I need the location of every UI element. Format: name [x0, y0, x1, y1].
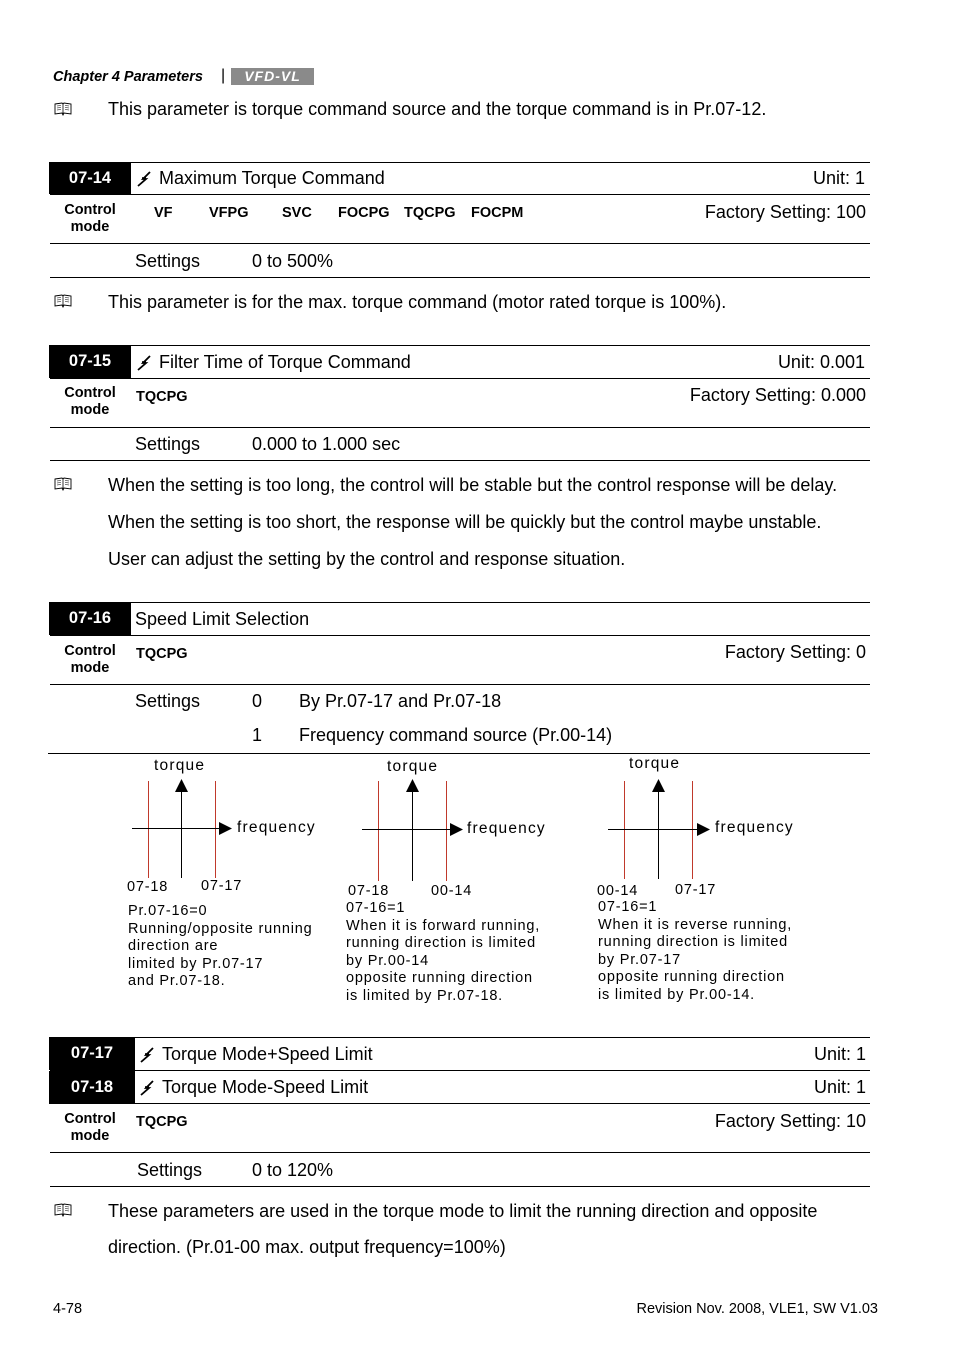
rule — [50, 1186, 870, 1187]
lightning-icon — [137, 355, 151, 371]
torque-label: torque — [154, 757, 206, 774]
book-icon — [54, 294, 72, 308]
factory-setting: Factory Setting: 10 — [714, 1111, 866, 1131]
diagram-caption: 07-16=1 When it is reverse running, running direction is limited by Pr.07-17 opposite running direction is limited by Pr.00-14. — [598, 899, 793, 1003]
up-arrow-icon — [652, 779, 665, 792]
option-text: Frequency command source (Pr.00-14) — [299, 725, 613, 745]
param-title: Speed Limit Selection — [135, 609, 310, 629]
rule — [50, 345, 870, 346]
settings-label: Settings — [135, 434, 201, 454]
frequency-axis — [608, 829, 698, 830]
param-id-07-17: 07-17 — [49, 1037, 135, 1070]
rule — [50, 162, 870, 163]
frequency-axis — [362, 829, 451, 830]
rule — [50, 460, 870, 461]
torque-label: torque — [387, 758, 439, 775]
mode-svc: SVC — [282, 205, 312, 221]
factory-setting: Factory Setting: 100 — [704, 202, 866, 222]
rule — [50, 1152, 870, 1153]
right-limit-label: 07-17 — [201, 878, 243, 894]
limit-line — [378, 781, 379, 881]
mode-focpg: FOCPG — [338, 205, 390, 221]
param-title: Torque Mode+Speed Limit — [162, 1044, 373, 1064]
chapter-title: Chapter 4 Parameters — [53, 69, 203, 85]
rule — [50, 427, 870, 428]
rule — [50, 277, 870, 278]
rule — [50, 194, 870, 195]
rule — [50, 1103, 870, 1104]
revision-info: Revision Nov. 2008, VLE1, SW V1.03 — [636, 1301, 878, 1317]
mode-vf: VF — [154, 205, 173, 221]
limit-line — [215, 781, 216, 878]
torque-axis — [181, 790, 182, 878]
option-text: By Pr.07-17 and Pr.07-18 — [299, 691, 502, 711]
rule — [50, 635, 870, 636]
option-value: 0 — [252, 691, 263, 711]
book-icon — [54, 477, 72, 491]
rule — [50, 1037, 870, 1038]
right-arrow-icon — [697, 823, 710, 836]
torque-axis — [658, 790, 659, 879]
note-07-15-line2: When the setting is too short, the response will be quickly but the control maybe unstable. — [108, 512, 822, 532]
param-id-07-14: 07-14 — [49, 162, 131, 194]
up-arrow-icon — [406, 779, 419, 792]
mode-tqcpg: TQCPG — [136, 389, 188, 405]
diagram-caption: Pr.07-16=0 Running/opposite running direction are limited by Pr.07-17 and Pr.07-18. — [128, 903, 313, 989]
param-unit: Unit: 1 — [813, 1044, 866, 1064]
lightning-icon — [140, 1080, 154, 1096]
control-mode-label: Control mode — [64, 643, 116, 676]
vfd-vl-logo: VFD-VL — [231, 68, 314, 85]
limit-line — [692, 781, 693, 879]
option-value: 1 — [252, 725, 263, 745]
page-number: 4-78 — [53, 1301, 83, 1317]
settings-value: 0.000 to 1.000 sec — [252, 434, 401, 454]
book-icon — [54, 102, 72, 116]
up-arrow-icon — [175, 779, 188, 792]
header-separator: | — [221, 67, 226, 84]
param-title: Torque Mode-Speed Limit — [162, 1077, 369, 1097]
left-limit-label: 00-14 — [597, 883, 639, 899]
mode-vfpg: VFPG — [209, 205, 249, 221]
mode-tqcpg: TQCPG — [404, 205, 456, 221]
settings-label: Settings — [135, 251, 201, 271]
right-limit-label: 07-17 — [675, 882, 717, 898]
settings-label: Settings — [137, 1160, 203, 1180]
param-title: Maximum Torque Command — [159, 168, 385, 188]
settings-value: 0 to 500% — [252, 251, 334, 271]
diagram-caption: 07-16=1 When it is forward running, running direction is limited by Pr.00-14 opposite running direction is limited by Pr.07-18. — [346, 900, 541, 1004]
factory-setting: Factory Setting: 0.000 — [689, 385, 866, 405]
rule — [50, 684, 870, 685]
settings-value: 0 to 120% — [252, 1160, 334, 1180]
limit-line — [624, 781, 625, 879]
mode-tqcpg: TQCPG — [136, 646, 188, 662]
left-limit-label: 07-18 — [127, 879, 169, 895]
param-unit: Unit: 0.001 — [777, 352, 865, 372]
frequency-label: frequency — [237, 819, 316, 836]
note-07-15-line3: User can adjust the setting by the control and response situation. — [108, 549, 626, 569]
param-unit: Unit: 1 — [812, 168, 865, 188]
note-07-17-line2: direction. (Pr.01-00 max. output frequency=100%) — [108, 1237, 506, 1257]
param-id-07-15: 07-15 — [49, 345, 131, 378]
rule — [48, 753, 870, 754]
rule — [50, 243, 870, 244]
frequency-axis — [132, 828, 220, 829]
mode-focpm: FOCPM — [471, 205, 524, 221]
factory-setting: Factory Setting: 0 — [724, 642, 866, 662]
limit-line — [446, 781, 447, 881]
book-icon — [54, 1203, 72, 1217]
lightning-icon — [140, 1047, 154, 1063]
frequency-label: frequency — [715, 819, 794, 836]
limit-line — [148, 781, 149, 878]
torque-label: torque — [629, 755, 681, 772]
left-limit-label: 07-18 — [348, 883, 390, 899]
rule — [50, 602, 870, 603]
settings-label: Settings — [135, 691, 201, 711]
rule — [50, 1070, 870, 1071]
frequency-label: frequency — [467, 820, 546, 837]
note-07-14: This parameter is for the max. torque command (motor rated torque is 100%). — [108, 292, 727, 312]
control-mode-label: Control mode — [64, 202, 116, 235]
param-unit: Unit: 1 — [813, 1077, 866, 1097]
control-mode-label: Control mode — [64, 1111, 116, 1144]
control-mode-label: Control mode — [64, 385, 116, 418]
note-07-17-line1: These parameters are used in the torque mode to limit the running direction and opposite — [108, 1201, 818, 1221]
right-arrow-icon — [450, 823, 463, 836]
torque-axis — [412, 790, 413, 881]
param-id-07-18: 07-18 — [49, 1071, 135, 1104]
param-title: Filter Time of Torque Command — [159, 352, 411, 372]
param-id-07-16: 07-16 — [49, 602, 131, 635]
right-limit-label: 00-14 — [431, 883, 473, 899]
intro-note: This parameter is torque command source and the torque command is in Pr.07-12. — [108, 99, 767, 119]
note-07-15-line1: When the setting is too long, the control will be stable but the control response will be delay. — [108, 475, 838, 495]
rule — [50, 378, 870, 379]
mode-tqcpg: TQCPG — [136, 1114, 188, 1130]
lightning-icon — [137, 171, 151, 187]
right-arrow-icon — [219, 822, 232, 835]
